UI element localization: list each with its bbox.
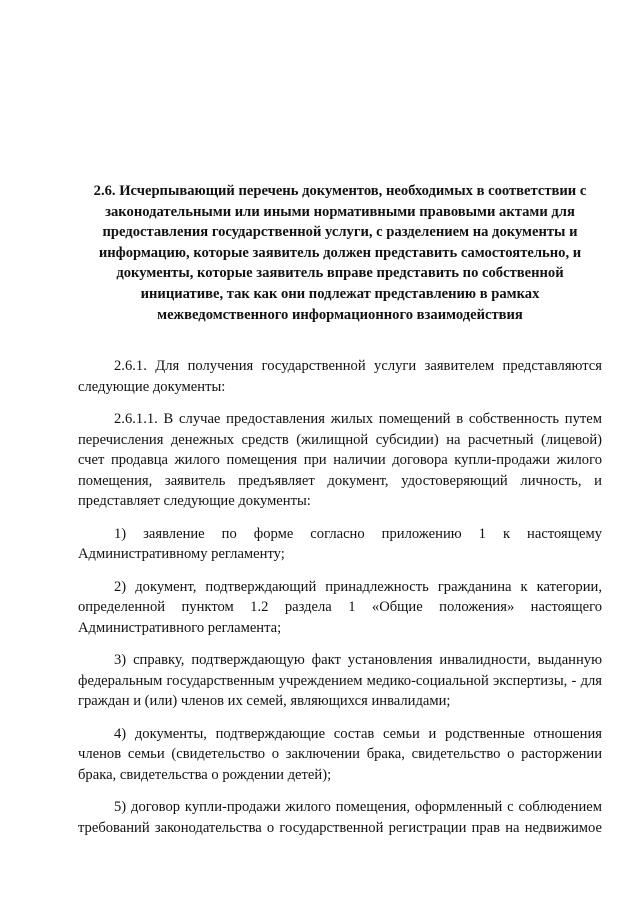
paragraph-2-6-1-1: 2.6.1.1. В случае предоставления жилых помещений в собственность путем перечисления денежных средств (жилищной субсидии) на расчетный (лицевой) счет продавца жилого помещения при наличии договора купли-продажи жилого помещения, заявитель предъявляет документ, удостоверяющий личность, и представляет следующие документы: [78,411,602,509]
document-body [78,356,602,850]
section-heading [80,181,600,325]
list-item-2: 2) документ, подтверждающий принадлежность гражданина к категории, определенной пунктом 1.2 раздела 1 «Общие положения» настоящего Административного регламента; [78,578,602,636]
heading-line: 2.6. Исчерпывающий перечень документов, необходимых в соответствии с [93,183,587,199]
list-item-1: 1) заявление по форме согласно приложению 1 к настоящему Административному регламенту; [78,525,602,562]
heading-line: инициативе, так как они подлежат представлению в рамках [140,285,540,302]
list-item-5: 5) договор купли-продажи жилого помещения, оформленный с соблюдением требований законодательства о государственной регистрации прав на недвижимое [78,799,602,836]
list-item-3: 3) справку, подтверждающую факт установления инвалидности, выданную федеральным государственным учреждением медико-социальной экспертизы, - для граждан и (или) членов их семей, являющихся инвалидами; [78,652,602,709]
heading-line: межведомственного информационного взаимодействия [157,306,523,323]
paragraph-2-6-1: 2.6.1. Для получения государственной услуги заявителем представляются следующие документы: [78,358,602,395]
heading-line: законодательными или иными нормативными правовыми актами для [105,203,575,220]
heading-line: предоставления государственной услуги, с разделением на документы и [102,224,578,241]
list-item-4: 4) документы, подтверждающие состав семьи и родственные отношения членов семьи (свидетельство о заключении брака, свидетельство о расторжении брака, свидетельства о рождении детей); [78,725,602,783]
heading-line: информацию, которые заявитель должен представить самостоятельно, и [98,244,582,261]
heading-line: документы, которые заявитель вправе представить по собственной [116,265,564,282]
